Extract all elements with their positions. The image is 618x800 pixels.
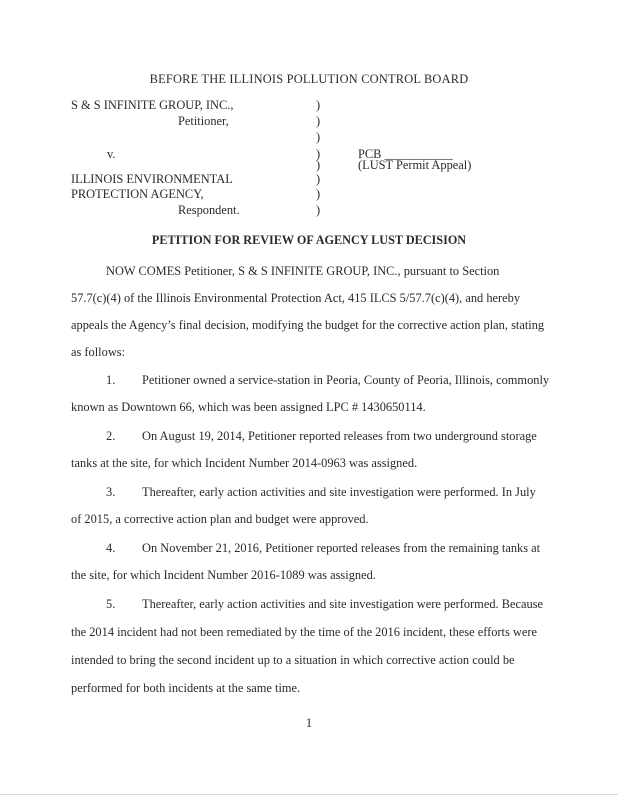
text-line: intended to bring the second incident up to a situation in which corrective action could be bbox=[71, 653, 515, 667]
caption-paren: ) bbox=[316, 158, 321, 172]
respondent-name-line2: PROTECTION AGENCY, bbox=[71, 187, 204, 201]
caption-paren: ) bbox=[316, 114, 321, 128]
caption-paren: ) bbox=[316, 130, 321, 144]
petition-heading: PETITION FOR REVIEW OF AGENCY LUST DECISION bbox=[151, 233, 467, 247]
document-title: BEFORE THE ILLINOIS POLLUTION CONTROL BOARD bbox=[149, 72, 469, 86]
respondent-name-line1: ILLINOIS ENVIRONMENTAL bbox=[71, 172, 233, 186]
paragraph-number: 1. bbox=[106, 373, 116, 387]
text-line: of 2015, a corrective action plan and budget were approved. bbox=[71, 512, 369, 526]
caption-paren: ) bbox=[316, 187, 321, 201]
text-line: On November 21, 2016, Petitioner reported releases from the remaining tanks at bbox=[142, 541, 541, 555]
page-number: 1 bbox=[305, 716, 313, 730]
text-line: NOW COMES Petitioner, S & S INFINITE GROUP, INC., pursuant to Section bbox=[106, 264, 500, 278]
caption-paren: ) bbox=[316, 172, 321, 186]
paragraph-number: 3. bbox=[106, 485, 116, 499]
versus: v. bbox=[107, 147, 116, 161]
text-line: Petitioner owned a service-station in Peoria, County of Peoria, Illinois, commonly bbox=[142, 373, 550, 387]
case-type: (LUST Permit Appeal) bbox=[358, 158, 472, 172]
paragraph-number: 5. bbox=[106, 597, 116, 611]
text-line: the 2014 incident had not been remediated by the time of the 2016 incident, these efforts were bbox=[71, 625, 537, 639]
case-number-label: PCB ___________ bbox=[358, 147, 453, 161]
text-line: On August 19, 2014, Petitioner reported releases from two underground storage bbox=[142, 429, 537, 443]
respondent-role: Respondent. bbox=[178, 203, 240, 217]
caption-paren: ) bbox=[316, 147, 321, 161]
text-line: performed for both incidents at the same time. bbox=[71, 681, 301, 695]
caption-paren: ) bbox=[316, 98, 321, 112]
text-line: Thereafter, early action activities and site investigation were performed. Because bbox=[142, 597, 543, 611]
text-line: known as Downtown 66, which was been assigned LPC # 1430650114. bbox=[71, 400, 426, 414]
text-line: tanks at the site, for which Incident Number 2014-0963 was assigned. bbox=[71, 456, 418, 470]
text-line: appeals the Agency’s final decision, modifying the budget for the corrective action plan, stating bbox=[71, 318, 545, 332]
text-line: as follows: bbox=[71, 345, 126, 359]
petitioner-name: S & S INFINITE GROUP, INC., bbox=[71, 98, 234, 112]
paragraph-number: 2. bbox=[106, 429, 116, 443]
caption-paren: ) bbox=[316, 203, 321, 217]
text-line: the site, for which Incident Number 2016-1089 was assigned. bbox=[71, 568, 376, 582]
text-line: Thereafter, early action activities and site investigation were performed. In July bbox=[142, 485, 536, 499]
paragraph-number: 4. bbox=[106, 541, 116, 555]
page-bottom-edge bbox=[0, 794, 618, 795]
petitioner-role: Petitioner, bbox=[178, 114, 229, 128]
text-line: 57.7(c)(4) of the Illinois Environmental Protection Act, 415 ILCS 5/57.7(c)(4), and hereby bbox=[71, 291, 521, 305]
